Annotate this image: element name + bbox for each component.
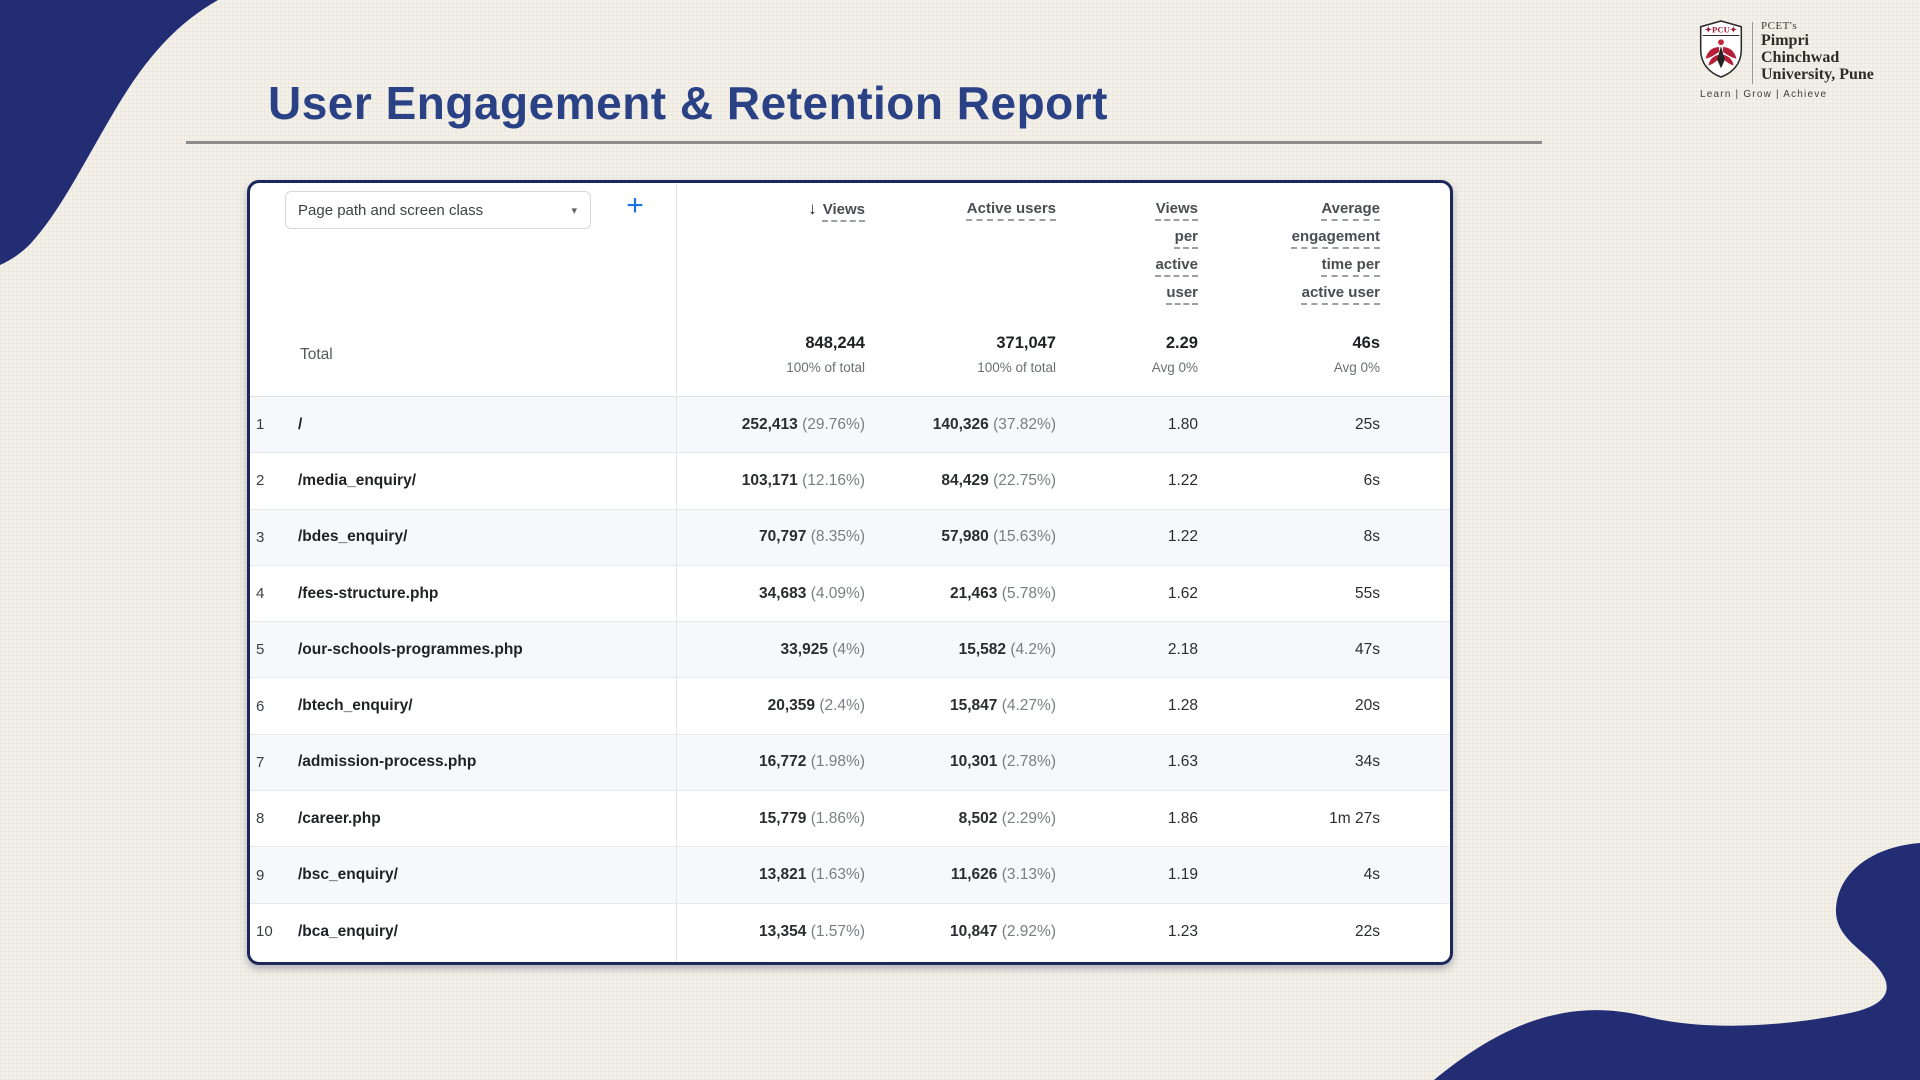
avg-time-cell: 55s <box>1355 584 1380 602</box>
row-number: 8 <box>256 810 265 828</box>
views-per-user-cell: 1.22 <box>1167 528 1198 546</box>
logo-divider <box>1752 22 1753 84</box>
views-cell: 13,354 (1.57%) <box>758 922 865 940</box>
active-users-cell: 84,429 (22.75%) <box>941 471 1056 489</box>
active-users-cell: 10,301 (2.78%) <box>949 753 1056 771</box>
row-number: 1 <box>256 416 265 434</box>
spacer <box>250 183 295 307</box>
views-cell: 13,821 (1.63%) <box>758 866 865 884</box>
table-row <box>250 847 1450 903</box>
active-users-cell: 15,582 (4.2%) <box>958 640 1056 658</box>
active-users-cell: 11,626 (3.13%) <box>950 866 1056 884</box>
avg-time-cell: 8s <box>1363 528 1380 546</box>
page-path-cell: /career.php <box>298 809 381 827</box>
table-row <box>250 453 1450 509</box>
add-metric-button[interactable]: + <box>626 189 644 222</box>
views-per-user-cell: 1.19 <box>1167 866 1198 884</box>
views-cell: 70,797 (8.35%) <box>758 528 865 546</box>
row-number: 10 <box>256 923 273 941</box>
row-number: 6 <box>256 697 265 715</box>
row-number: 5 <box>256 641 265 659</box>
row-number: 3 <box>256 528 265 546</box>
views-cell: 16,772 (1.98%) <box>758 753 865 771</box>
row-number: 2 <box>256 472 265 490</box>
logo-org-label: PCET's <box>1761 20 1798 32</box>
active-users-cell: 10,847 (2.92%) <box>949 922 1056 940</box>
views-per-user-cell: 1.62 <box>1167 584 1198 602</box>
caret-down-icon: ▾ <box>571 204 577 217</box>
total-active-users-cell: 371,047 100% of total <box>977 334 1056 375</box>
column-header-views-per-active-user[interactable]: Views per active user <box>1155 200 1198 301</box>
views-per-user-cell: 1.63 <box>1167 753 1198 771</box>
views-per-user-cell: 1.80 <box>1167 415 1198 433</box>
table-row <box>250 510 1450 566</box>
avg-time-cell: 25s <box>1355 415 1380 433</box>
title-underline <box>186 141 1542 144</box>
column-header-views[interactable]: ↓ Views <box>676 183 875 307</box>
views-cell: 33,925 (4%) <box>780 640 865 658</box>
totals-row <box>250 313 1450 397</box>
analytics-table <box>247 180 1453 965</box>
row-number: 9 <box>256 866 265 884</box>
logo-university-name: Chinchwad <box>1761 48 1840 66</box>
page-path-cell: /bca_enquiry/ <box>298 922 398 940</box>
avg-time-cell: 6s <box>1363 471 1380 489</box>
table-row <box>250 678 1450 734</box>
page-path-cell: /btech_enquiry/ <box>298 697 413 715</box>
table-row <box>250 397 1450 453</box>
avg-time-cell: 47s <box>1355 640 1380 658</box>
row-number: 4 <box>256 585 265 603</box>
views-per-user-cell: 1.23 <box>1167 922 1198 940</box>
svg-text:✦PCU✦: ✦PCU✦ <box>1704 24 1738 35</box>
pcu-shield-icon <box>1698 20 1744 78</box>
page-path-cell: /admission-process.php <box>298 753 477 771</box>
page-path-cell: /bdes_enquiry/ <box>298 528 408 546</box>
views-cell: 15,779 (1.86%) <box>758 809 865 827</box>
row-number: 7 <box>256 753 265 771</box>
active-users-cell: 15,847 (4.27%) <box>949 697 1056 715</box>
avg-time-cell: 1m 27s <box>1329 809 1380 827</box>
views-cell: 34,683 (4.09%) <box>758 584 865 602</box>
top-left-blob <box>0 0 218 265</box>
column-header-avg-engagement-time[interactable]: Average engagement time per active user <box>1291 200 1380 301</box>
total-views-cell: 848,244 100% of total <box>786 334 865 375</box>
logo-university-name: University, Pune <box>1761 65 1874 83</box>
logo-tagline: Learn | Grow | Achieve <box>1700 88 1828 100</box>
dimension-dropdown-label: Page path and screen class <box>298 201 484 219</box>
active-users-cell: 8,502 (2.29%) <box>958 809 1056 827</box>
views-per-user-cell: 1.86 <box>1167 809 1198 827</box>
active-users-cell: 140,326 (37.82%) <box>932 415 1056 433</box>
logo-university-name: Pimpri <box>1761 32 1809 49</box>
page-path-cell: /media_enquiry/ <box>298 471 417 489</box>
views-per-user-cell: 1.22 <box>1167 471 1198 489</box>
views-cell: 103,171 (12.16%) <box>741 471 865 489</box>
university-logo <box>1698 20 1898 100</box>
page-title: User Engagement & Retention Report <box>268 77 1108 129</box>
table-row <box>250 566 1450 622</box>
avg-time-cell: 22s <box>1355 922 1380 940</box>
active-users-cell: 21,463 (5.78%) <box>949 584 1056 602</box>
sort-descending-icon: ↓ <box>808 199 817 218</box>
table-row <box>250 791 1450 847</box>
table-header <box>250 183 1450 313</box>
views-cell: 252,413 (29.76%) <box>741 415 865 433</box>
avg-time-cell: 20s <box>1355 697 1380 715</box>
page-path-cell: /our-schools-programmes.php <box>298 640 523 658</box>
active-users-cell: 57,980 (15.63%) <box>941 528 1056 546</box>
page-path-cell: / <box>298 415 303 433</box>
avg-time-cell: 4s <box>1363 866 1380 884</box>
total-views-per-user-cell: 2.29 Avg 0% <box>1151 334 1198 375</box>
bottom-right-blob <box>1434 843 1920 1080</box>
table-row <box>250 622 1450 678</box>
table-row <box>250 735 1450 791</box>
views-per-user-cell: 2.18 <box>1167 640 1198 658</box>
total-label: Total <box>300 345 333 363</box>
page-path-cell: /fees-structure.php <box>298 584 439 602</box>
views-per-user-cell: 1.28 <box>1167 697 1198 715</box>
column-header-active-users[interactable]: Active users <box>966 200 1056 217</box>
views-cell: 20,359 (2.4%) <box>767 697 865 715</box>
total-avg-time-cell: 46s Avg 0% <box>1333 334 1380 375</box>
table-row <box>250 904 1450 960</box>
spacer <box>295 183 676 307</box>
avg-time-cell: 34s <box>1355 753 1380 771</box>
page-path-cell: /bsc_enquiry/ <box>298 866 398 884</box>
